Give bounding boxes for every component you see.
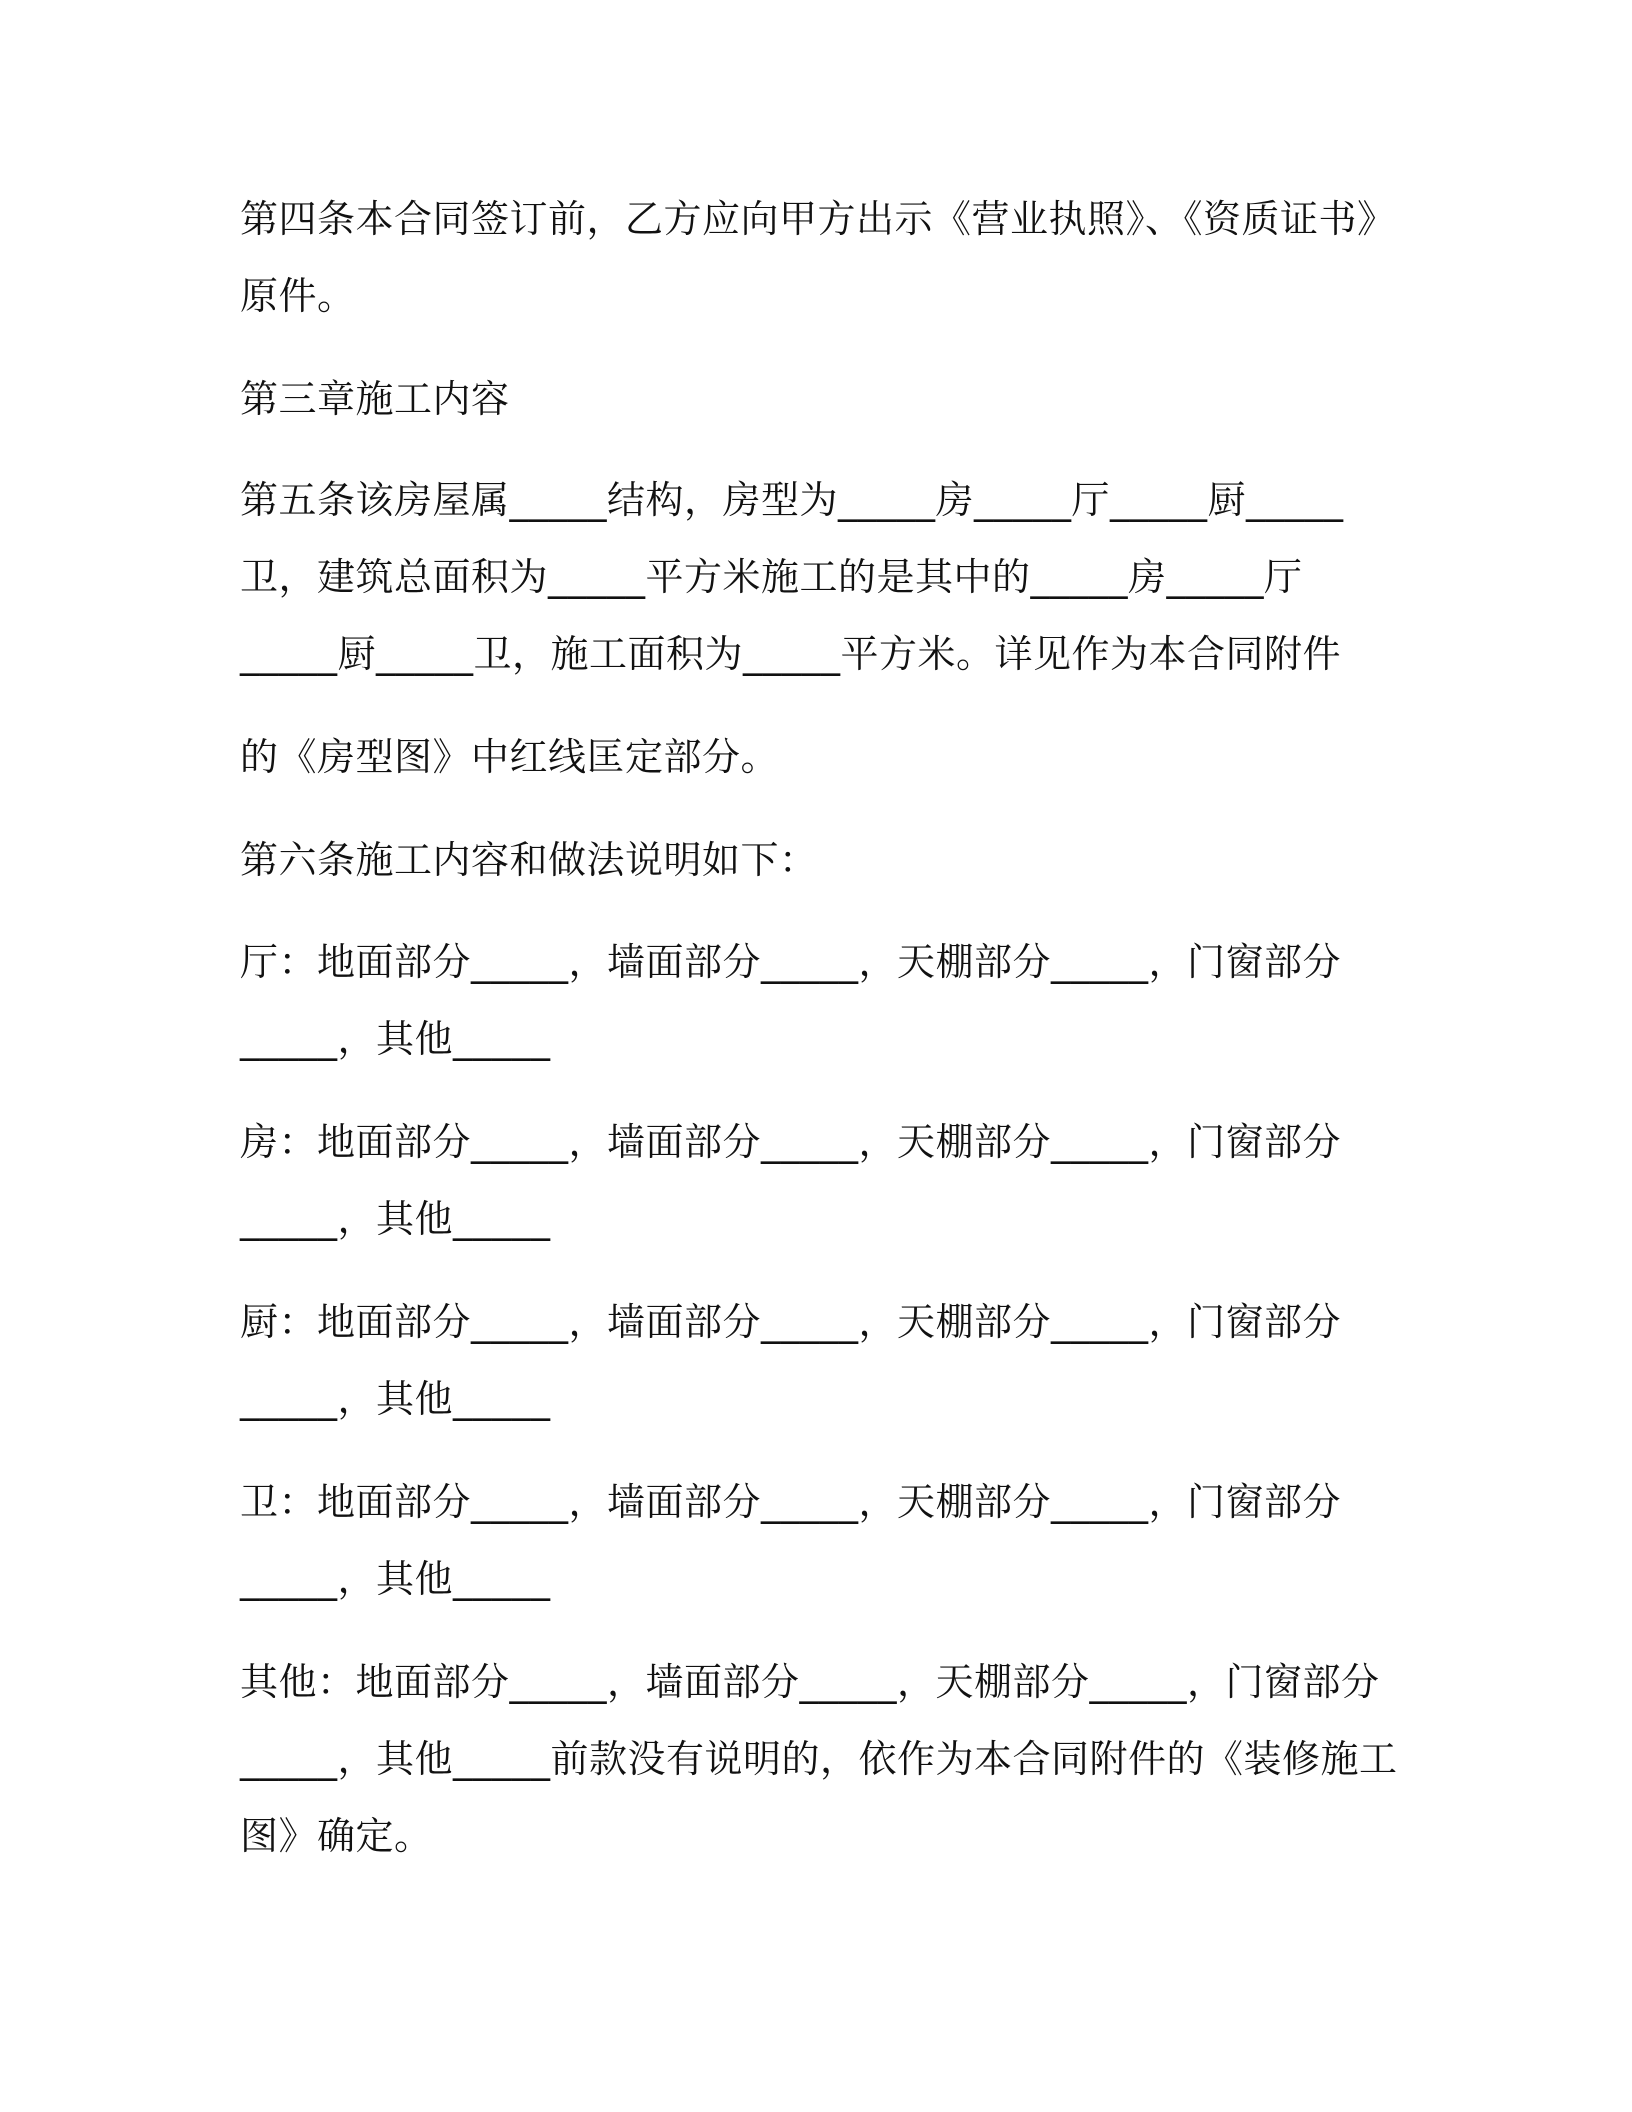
text-line-other-cont: _____，其他_____前款没有说明的，依作为本合同附件的《装修施工	[240, 1737, 1398, 1781]
text-line-other-end: 图》确定。	[240, 1814, 433, 1858]
chapter-heading: 第三章施工内容	[240, 377, 510, 421]
text-line-room: 房：地面部分_____，墙面部分_____，天棚部分_____，门窗部分	[240, 1120, 1342, 1164]
text-line-room-cont: _____，其他_____	[240, 1197, 551, 1241]
text-line-article-4: 第四条本合同签订前，乙方应向甲方出示《营业执照》、《资质证书》	[240, 197, 1396, 241]
text-line-hall: 厅：地面部分_____，墙面部分_____，天棚部分_____，门窗部分	[240, 940, 1342, 984]
text-line-kitchen-cont: _____，其他_____	[240, 1377, 551, 1421]
text-line-article-6: 第六条施工内容和做法说明如下：	[240, 838, 818, 882]
text-line-article-5-cont-1: 卫，建筑总面积为_____平方米施工的是其中的_____房_____厅	[240, 555, 1303, 599]
text-line-article-5: 第五条该房屋属_____结构，房型为_____房_____厅_____厨_____	[240, 478, 1344, 522]
text-line-article-5-cont-3: 的《房型图》中红线匡定部分。	[240, 735, 780, 779]
text-line-bathroom: 卫：地面部分_____，墙面部分_____，天棚部分_____，门窗部分	[240, 1480, 1342, 1524]
text-line-bathroom-cont: _____，其他_____	[240, 1557, 551, 1601]
text-line-kitchen: 厨：地面部分_____，墙面部分_____，天棚部分_____，门窗部分	[240, 1300, 1342, 1344]
text-line-article-5-cont-2: _____厨_____卫，施工面积为_____平方米。详见作为本合同附件	[240, 632, 1342, 676]
text-line-other: 其他：地面部分_____，墙面部分_____，天棚部分_____，门窗部分	[240, 1660, 1380, 1704]
text-line-article-4-cont: 原件。	[240, 274, 356, 318]
text-line-hall-cont: _____，其他_____	[240, 1017, 551, 1061]
